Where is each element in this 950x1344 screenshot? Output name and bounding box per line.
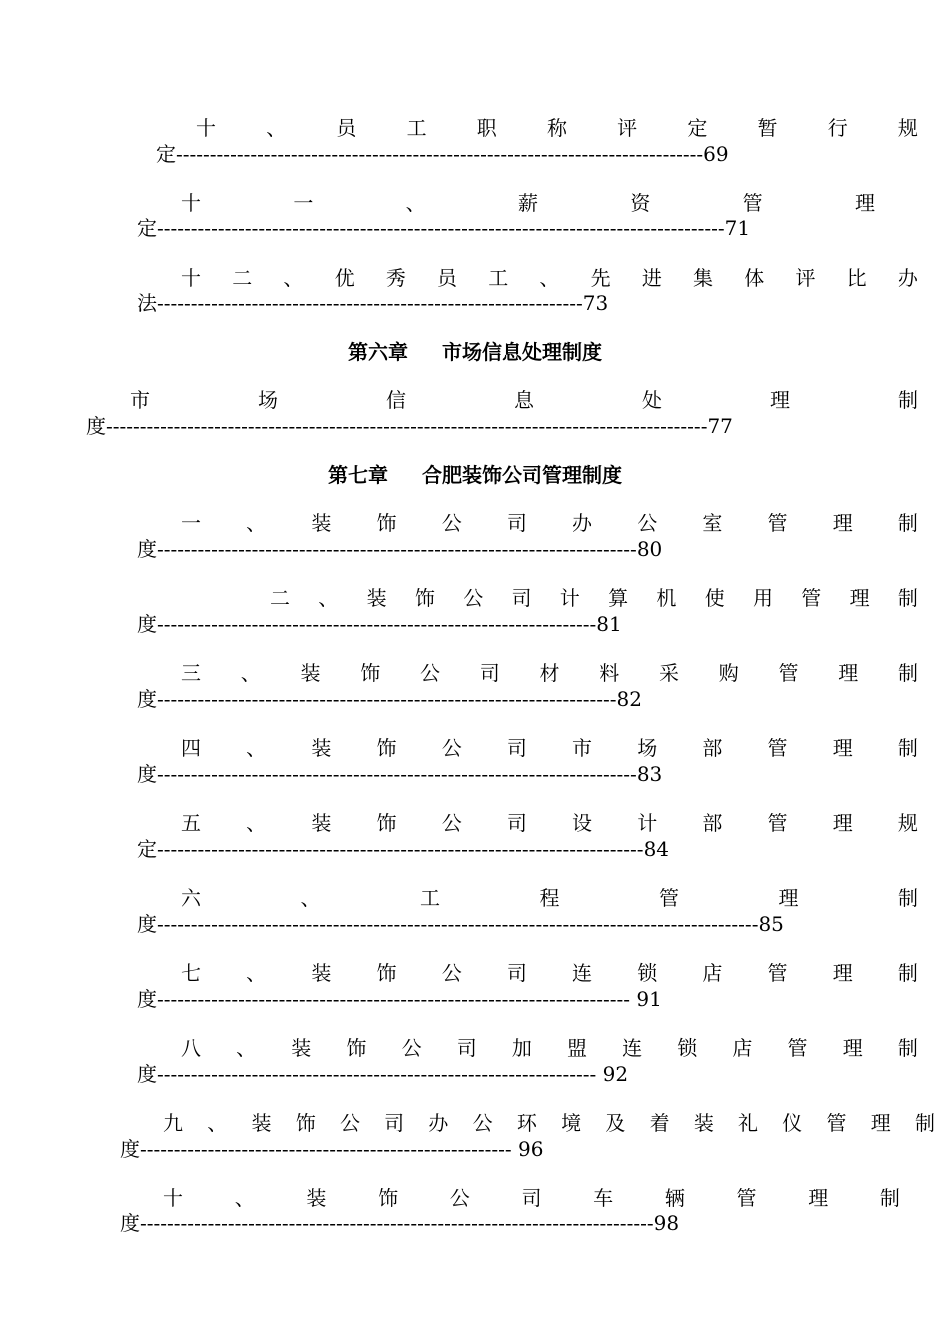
toc-entry-char: 处	[642, 388, 662, 412]
toc-entry-char: 公	[463, 586, 484, 610]
toc-entry-char: 八	[181, 1036, 201, 1060]
toc-entry-char: 仪	[782, 1111, 803, 1135]
toc-entry-char: 装	[311, 811, 332, 835]
toc-entry-line1	[181, 736, 918, 760]
toc-entry-line2[interactable]	[137, 837, 669, 861]
chapter-heading	[0, 340, 950, 364]
toc-entry-char: 薪	[517, 191, 538, 215]
toc-entry-char: 市	[572, 736, 593, 760]
toc-entry-char: 司	[506, 736, 527, 760]
toc-entry-char: 及	[605, 1111, 626, 1135]
toc-entry-line2[interactable]	[156, 142, 729, 166]
toc-entry-char: 工	[406, 116, 427, 140]
toc-entry-tail: 度	[120, 1211, 140, 1235]
toc-entry-char: 制	[898, 661, 918, 685]
toc-entry-char: 饰	[295, 1111, 316, 1135]
toc-page-number: 84	[643, 837, 670, 861]
toc-entry-char: 优	[334, 266, 355, 290]
toc-entry-char: 饰	[376, 511, 397, 535]
toc-page-number: 92	[596, 1062, 629, 1086]
toc-entry-char: 计	[637, 811, 658, 835]
toc-entry-char: 管	[659, 886, 679, 910]
toc-entry-char: 五	[181, 811, 201, 835]
leader-dashes: ------------------------------------------------------------------------------	[176, 142, 704, 166]
toc-entry-char: 、	[246, 811, 267, 835]
toc-entry-char: 用	[752, 586, 773, 610]
chapter-heading	[0, 463, 950, 487]
toc-entry-char: 采	[659, 661, 679, 685]
toc-entry-char: 使	[704, 586, 725, 610]
toc-entry-char: 公	[441, 736, 462, 760]
toc-entry-char: 室	[702, 511, 723, 535]
toc-entry-char: 公	[449, 1186, 470, 1210]
toc-entry-char: 制	[879, 1186, 900, 1210]
toc-entry-char: 十	[181, 191, 201, 215]
toc-entry-char: 装	[693, 1111, 714, 1135]
toc-entry-char: 办	[572, 511, 593, 535]
toc-entry-char: 公	[420, 661, 440, 685]
toc-entry-line1	[181, 886, 918, 910]
leader-dashes: -----------------------------------------------------------------------------------------	[106, 414, 708, 438]
toc-page-number: 69	[703, 142, 729, 166]
toc-entry-char: 部	[702, 811, 723, 835]
toc-entry-char: 场	[637, 736, 658, 760]
toc-entry-line2[interactable]	[86, 414, 733, 438]
toc-entry-char: 理	[838, 661, 859, 685]
leader-dashes: ----------------------------------------------------------------------	[157, 987, 631, 1011]
toc-entry-line1	[181, 266, 918, 290]
toc-entry-char: 店	[732, 1036, 753, 1060]
toc-entry-char: 理	[870, 1111, 891, 1135]
chapter-number: 第六章	[348, 340, 408, 364]
toc-page-number: 80	[636, 537, 663, 561]
toc-entry-char: 、	[236, 1036, 257, 1060]
toc-entry-char: 、	[283, 266, 304, 290]
toc-entry-char: 司	[521, 1186, 542, 1210]
toc-entry-char: 管	[778, 661, 799, 685]
toc-entry-char: 设	[572, 811, 593, 835]
toc-entry-tail: 度	[137, 537, 157, 561]
toc-entry-char: 制	[897, 511, 918, 535]
toc-entry-char: 程	[539, 886, 560, 910]
toc-entry-char: 装	[311, 511, 332, 535]
toc-entry-char: 、	[318, 586, 339, 610]
toc-entry-char: 部	[702, 736, 723, 760]
toc-entry-char: 一	[181, 511, 201, 535]
toc-entry-char: 、	[300, 886, 321, 910]
toc-entry-char: 店	[702, 961, 723, 985]
chapter-title: 市场信息处理制度	[442, 340, 602, 364]
toc-page-number: 77	[707, 414, 733, 438]
toc-entry-char: 九	[163, 1111, 183, 1135]
toc-entry-char: 司	[479, 661, 500, 685]
toc-entry-char: 公	[441, 811, 462, 835]
toc-entry-tail: 度	[137, 912, 157, 936]
toc-entry-line1	[181, 511, 918, 535]
toc-entry-char: 锁	[677, 1036, 698, 1060]
toc-entry-char: 管	[767, 736, 788, 760]
toc-page-number: 73	[582, 291, 609, 315]
toc-entry-tail: 度	[137, 1062, 157, 1086]
toc-entry-char: 制	[897, 736, 918, 760]
chapter-number: 第七章	[328, 463, 388, 487]
toc-entry-line2[interactable]	[120, 1211, 679, 1235]
toc-entry-char: 员	[437, 266, 458, 290]
toc-entry-char: 司	[511, 586, 532, 610]
toc-entry-char: 比	[846, 266, 867, 290]
toc-entry-char: 料	[599, 661, 620, 685]
toc-entry-char: 制	[897, 1036, 918, 1060]
toc-entry-char: 六	[181, 886, 201, 910]
toc-entry-char: 着	[649, 1111, 670, 1135]
toc-entry-char: 管	[787, 1036, 808, 1060]
toc-entry-char: 饰	[378, 1186, 399, 1210]
leader-dashes: -----------------------------------------------------------------	[157, 612, 597, 636]
toc-entry-char: 四	[181, 736, 201, 760]
leader-dashes: ------------------------------------------------------------------------	[157, 837, 644, 861]
toc-entry-char: 场	[258, 388, 278, 412]
toc-entry-char: 集	[693, 266, 714, 290]
leader-dashes: -----------------------------------------------------------------------------------------	[157, 912, 759, 936]
toc-entry-char: 饰	[346, 1036, 367, 1060]
toc-entry-char: 称	[546, 116, 567, 140]
toc-entry-char: 公	[472, 1111, 493, 1135]
toc-entry-tail: 法	[137, 291, 157, 315]
chapter-title: 合肥装饰公司管理制度	[422, 463, 622, 487]
toc-entry-line1	[163, 1111, 935, 1135]
toc-entry-char: 行	[827, 116, 848, 140]
toc-entry-char: 、	[539, 266, 560, 290]
toc-entry-tail: 度	[137, 612, 157, 636]
toc-entry-char: 、	[405, 191, 426, 215]
toc-entry-char: 、	[246, 511, 267, 535]
toc-entry-char: 司	[384, 1111, 405, 1135]
toc-entry-char: 、	[246, 961, 267, 985]
toc-entry-char: 装	[291, 1036, 312, 1060]
toc-entry-line2[interactable]	[137, 687, 642, 711]
toc-entry-line1	[181, 191, 875, 215]
toc-entry-char: 规	[897, 116, 918, 140]
toc-page-number: 91	[630, 987, 662, 1011]
leader-dashes: -----------------------------------------------------------------	[157, 1062, 597, 1086]
toc-entry-line2[interactable]	[137, 216, 750, 240]
toc-entry-char: 管	[767, 511, 788, 535]
toc-entry-char: 公	[441, 511, 462, 535]
toc-entry-tail: 定	[137, 216, 157, 240]
toc-entry-char: 饰	[376, 811, 397, 835]
leader-dashes: ---------------------------------------------------------------	[157, 291, 583, 315]
toc-entry-tail: 度	[137, 762, 157, 786]
toc-entry-line1	[130, 388, 918, 412]
toc-entry-char: 办	[428, 1111, 449, 1135]
toc-entry-char: 办	[897, 266, 918, 290]
toc-entry-char: 定	[687, 116, 708, 140]
toc-entry-char: 息	[514, 388, 534, 412]
toc-entry-char: 饰	[376, 736, 397, 760]
toc-entry-char: 工	[420, 886, 440, 910]
toc-entry-char: 一	[293, 191, 314, 215]
toc-entry-char: 算	[608, 586, 629, 610]
toc-entry-char: 管	[767, 811, 788, 835]
toc-entry-char: 锁	[637, 961, 658, 985]
toc-entry-char: 、	[266, 116, 287, 140]
toc-entry-char: 连	[572, 961, 593, 985]
toc-page-number: 96	[511, 1137, 544, 1161]
toc-entry-char: 加	[511, 1036, 532, 1060]
toc-entry-char: 理	[842, 1036, 863, 1060]
toc-entry-char: 三	[181, 661, 201, 685]
toc-entry-char: 公	[339, 1111, 360, 1135]
toc-entry-line2[interactable]	[137, 291, 608, 315]
toc-entry-line1	[181, 1036, 918, 1060]
toc-entry-char: 装	[306, 1186, 327, 1210]
toc-entry-char: 购	[718, 661, 739, 685]
leader-dashes: ----------------------------------------------------------------------------	[140, 1211, 654, 1235]
toc-entry-char: 礼	[738, 1111, 759, 1135]
toc-entry-char: 先	[590, 266, 611, 290]
toc-entry-char: 辆	[664, 1186, 685, 1210]
toc-entry-char: 连	[622, 1036, 643, 1060]
toc-entry-char: 、	[246, 736, 267, 760]
toc-entry-line1	[181, 811, 918, 835]
toc-entry-char: 十	[163, 1186, 183, 1210]
toc-entry-char: 理	[808, 1186, 829, 1210]
toc-page-number: 81	[596, 612, 622, 636]
toc-entry-char: 装	[311, 736, 332, 760]
toc-entry-char: 理	[832, 736, 853, 760]
toc-entry-char: 司	[456, 1036, 477, 1060]
toc-entry-char: 资	[630, 191, 651, 215]
toc-entry-char: 评	[617, 116, 638, 140]
toc-entry-char: 规	[897, 811, 918, 835]
toc-entry-char: 司	[506, 961, 527, 985]
toc-entry-char: 十	[181, 266, 201, 290]
toc-entry-char: 饰	[376, 961, 397, 985]
toc-entry-char: 车	[593, 1186, 614, 1210]
toc-entry-char: 境	[561, 1111, 582, 1135]
toc-entry-char: 七	[181, 961, 201, 985]
leader-dashes: ------------------------------------------------------------------------------------	[157, 216, 725, 240]
leader-dashes: --------------------------------------------------------------------	[157, 687, 617, 711]
leader-dashes: -----------------------------------------------------------------------	[157, 537, 637, 561]
toc-entry-char: 管	[801, 586, 822, 610]
toc-entry-char: 、	[207, 1111, 228, 1135]
toc-entry-char: 、	[240, 661, 261, 685]
toc-entry-line1	[270, 586, 918, 610]
toc-entry-char: 装	[300, 661, 321, 685]
toc-entry-line2[interactable]	[137, 612, 622, 636]
toc-entry-char: 环	[516, 1111, 537, 1135]
toc-entry-char: 司	[506, 511, 527, 535]
toc-entry-char: 理	[832, 511, 853, 535]
toc-page-number: 85	[758, 912, 784, 936]
toc-entry-char: 制	[897, 961, 918, 985]
toc-entry-char: 装	[366, 586, 387, 610]
toc-entry-tail: 度	[137, 687, 157, 711]
toc-entry-char: 理	[778, 886, 799, 910]
toc-entry-line2[interactable]	[137, 912, 784, 936]
toc-entry-char: 材	[539, 661, 560, 685]
toc-entry-char: 理	[832, 811, 853, 835]
toc-entry-char: 暂	[757, 116, 778, 140]
toc-entry-line1	[181, 661, 918, 685]
toc-entry-char: 饰	[360, 661, 381, 685]
toc-entry-char: 员	[336, 116, 357, 140]
leader-dashes: -----------------------------------------------------------------------	[157, 762, 637, 786]
leader-dashes: -------------------------------------------------------	[140, 1137, 512, 1161]
toc-entry-char: 饰	[414, 586, 435, 610]
toc-entry-char: 公	[637, 511, 658, 535]
toc-entry-char: 理	[849, 586, 870, 610]
toc-entry-tail: 定	[137, 837, 157, 861]
toc-entry-char: 理	[770, 388, 790, 412]
toc-entry-char: 市	[130, 388, 150, 412]
toc-entry-char: 进	[641, 266, 662, 290]
toc-entry-line1	[181, 961, 918, 985]
toc-entry-char: 十	[196, 116, 216, 140]
toc-entry-line2[interactable]	[137, 1062, 628, 1086]
toc-entry-char: 装	[251, 1111, 272, 1135]
toc-entry-char: 管	[767, 961, 788, 985]
toc-page-number: 83	[636, 762, 663, 786]
toc-page-number: 82	[616, 687, 642, 711]
toc-entry-char: 装	[311, 961, 332, 985]
toc-entry-tail: 度	[120, 1137, 140, 1161]
toc-entry-tail: 度	[86, 414, 106, 438]
toc-entry-line2[interactable]	[137, 762, 662, 786]
toc-entry-char: 管	[736, 1186, 757, 1210]
toc-entry-line1	[196, 116, 918, 140]
toc-entry-char: 评	[795, 266, 816, 290]
toc-entry-char: 制	[898, 388, 918, 412]
toc-entry-char: 盟	[566, 1036, 587, 1060]
toc-page-number: 98	[653, 1211, 680, 1235]
toc-entry-line1	[163, 1186, 900, 1210]
toc-entry-line2[interactable]	[120, 1137, 544, 1161]
toc-entry-char: 、	[234, 1186, 255, 1210]
toc-entry-tail: 定	[156, 142, 176, 166]
toc-entry-char: 理	[854, 191, 875, 215]
toc-entry-char: 管	[826, 1111, 847, 1135]
toc-entry-char: 公	[441, 961, 462, 985]
toc-entry-char: 管	[742, 191, 763, 215]
toc-entry-char: 职	[476, 116, 497, 140]
toc-entry-char: 机	[656, 586, 677, 610]
toc-entry-char: 司	[506, 811, 527, 835]
toc-entry-char: 二	[232, 266, 253, 290]
toc-entry-line2[interactable]	[137, 537, 662, 561]
toc-entry-char: 秀	[385, 266, 406, 290]
toc-entry-char: 二	[270, 586, 290, 610]
toc-page-number: 71	[724, 216, 751, 240]
toc-entry-char: 计	[559, 586, 580, 610]
toc-entry-char: 制	[897, 586, 918, 610]
toc-entry-char: 公	[401, 1036, 422, 1060]
toc-entry-line2[interactable]	[137, 987, 662, 1011]
toc-entry-char: 工	[488, 266, 509, 290]
toc-entry-char: 体	[744, 266, 765, 290]
toc-entry-tail: 度	[137, 987, 157, 1011]
toc-entry-char: 信	[386, 388, 406, 412]
toc-entry-char: 制	[914, 1111, 935, 1135]
toc-entry-char: 制	[898, 886, 918, 910]
toc-entry-char: 理	[832, 961, 853, 985]
